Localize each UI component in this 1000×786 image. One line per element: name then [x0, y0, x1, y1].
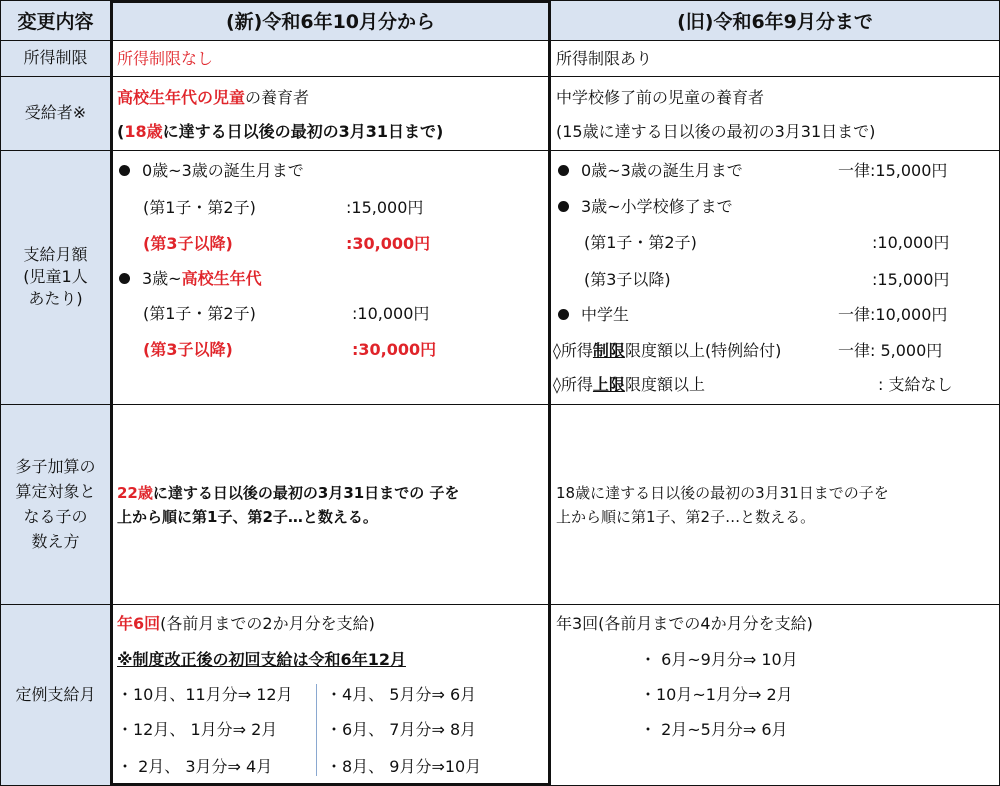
new-recipient-rest: の養育者	[245, 88, 310, 107]
old-recipient-line1: 中学校修了前の児童の養育者	[556, 88, 765, 107]
new-payment-note: ※制度改正後の初回支給は令和6年12月	[117, 650, 406, 669]
old-recipient-line2: (15歳に達する日以後の最初の3月31日まで)	[556, 122, 876, 141]
new-payment-right-0: ・4月、 5月分⇒ 6月	[326, 685, 477, 704]
label-count-l1: 多子加算の	[15, 457, 96, 476]
header-old: (旧)令和6年9月分まで	[550, 0, 1000, 40]
new-amount-bullet2: 3歳~高校生年代	[119, 269, 262, 289]
label-count-l3: なる子の	[23, 507, 88, 526]
new-recipient-red: 高校生年代の児童	[117, 88, 246, 107]
old-amount-b2-c3-name: (第3子以降)	[584, 270, 671, 289]
payment-divider	[316, 684, 317, 776]
new-payment-right-1: ・6月、 7月分⇒ 8月	[326, 720, 477, 739]
old-amount-bullet1: 0歳~3歳の誕生月まで	[558, 161, 743, 181]
old-payment-list-0: ・ 6月~9月分⇒ 10月	[640, 650, 798, 669]
old-payment-line1: 年3回(各前月までの4か月分を支給)	[556, 614, 813, 633]
label-count-l2: 算定対象と	[15, 482, 96, 501]
old-amount-bullet3: 中学生	[558, 305, 629, 325]
old-amount-special1-val: 一律: 5,000円	[838, 341, 943, 360]
bullet-icon	[558, 165, 569, 176]
old-amount-b3-val: 一律:10,000円	[838, 305, 948, 324]
old-payment-list-2: ・ 2月~5月分⇒ 6月	[640, 720, 788, 739]
new-recipient-until: に達する日以後の最初の3月31日まで)	[162, 122, 444, 141]
new-payment-left-2: ・ 2月、 3月分⇒ 4月	[117, 757, 273, 776]
old-count-line1: 18歳に達する日以後の最初の3月31日までの子を	[556, 484, 889, 502]
new-recipient-line1	[117, 88, 309, 108]
new-count-line2: 上から順に第1子、第2子…と数える。	[117, 508, 378, 526]
new-income-limit: 所得制限なし	[117, 49, 214, 68]
label-count	[0, 404, 111, 604]
new-count-line1: 22歳に達する日以後の最初の3月31日までの 子を	[117, 484, 460, 502]
new-amount-b1-c1-name: (第1子・第2子)	[143, 198, 256, 217]
bullet-icon	[558, 201, 569, 212]
old-payment-list-1: ・10月~1月分⇒ 2月	[640, 685, 793, 704]
old-amount-b2-c1-name: (第1子・第2子)	[584, 233, 697, 252]
old-amount-special2: ◊所得上限限度額以上	[553, 375, 705, 394]
old-amount-b2-c3-val: :15,000円	[872, 270, 950, 289]
bullet-icon	[558, 309, 569, 320]
new-amount-b2-c1-val: :10,000円	[352, 304, 430, 323]
new-payment-left-0: ・10月、11月分⇒ 12月	[117, 685, 293, 704]
label-amount	[0, 150, 111, 404]
new-payment-right-2: ・8月、 9月分⇒10月	[326, 757, 482, 776]
new-payment-left-1: ・12月、 1月分⇒ 2月	[117, 720, 278, 739]
old-income-limit: 所得制限あり	[556, 49, 653, 68]
new-payment-line1: 年6回(各前月までの2か月分を支給)	[117, 614, 375, 633]
label-amount-l3: あたり)	[28, 289, 83, 308]
label-recipient: 受給者※	[0, 76, 111, 150]
header-label: 変更内容	[0, 0, 111, 40]
new-amount-b2-c1-name: (第1子・第2子)	[143, 304, 256, 323]
bullet-icon	[119, 273, 130, 284]
new-amount-b1-c1-val: :15,000円	[346, 198, 424, 217]
label-income-limit: 所得制限	[0, 40, 111, 76]
new-recipient-open: (	[117, 122, 125, 141]
old-amount-special2-val: : 支給なし	[878, 375, 953, 394]
label-amount-l1: 支給月額	[23, 245, 88, 264]
label-count-l4: 数え方	[31, 532, 80, 551]
header-new: (新)令和6年10月分から	[111, 0, 550, 40]
new-amount-b1-c3-name: (第3子以降)	[143, 234, 233, 253]
old-amount-b2-c1-val: :10,000円	[872, 233, 950, 252]
old-amount-b1-val: 一律:15,000円	[838, 161, 948, 180]
label-amount-l2: (児童1人	[23, 267, 88, 286]
new-amount-b1-c3-val: :30,000円	[346, 234, 431, 253]
new-amount-bullet1: 0歳~3歳の誕生月まで	[119, 161, 304, 181]
old-count-line2: 上から順に第1子、第2子…と数える。	[556, 508, 816, 526]
new-amount-b2-c3-name: (第3子以降)	[143, 340, 233, 359]
old-amount-bullet2: 3歳~小学校修了まで	[558, 197, 733, 217]
bullet-icon	[119, 165, 130, 176]
label-payment: 定例支給月	[0, 604, 111, 786]
grid-line	[0, 0, 1, 786]
new-amount-b2-c3-val: :30,000円	[352, 340, 437, 359]
old-amount-special1: ◊所得制限限度額以上(特例給付)	[553, 341, 782, 360]
new-recipient-line2	[117, 122, 443, 142]
new-recipient-age: 18歳	[124, 122, 163, 141]
